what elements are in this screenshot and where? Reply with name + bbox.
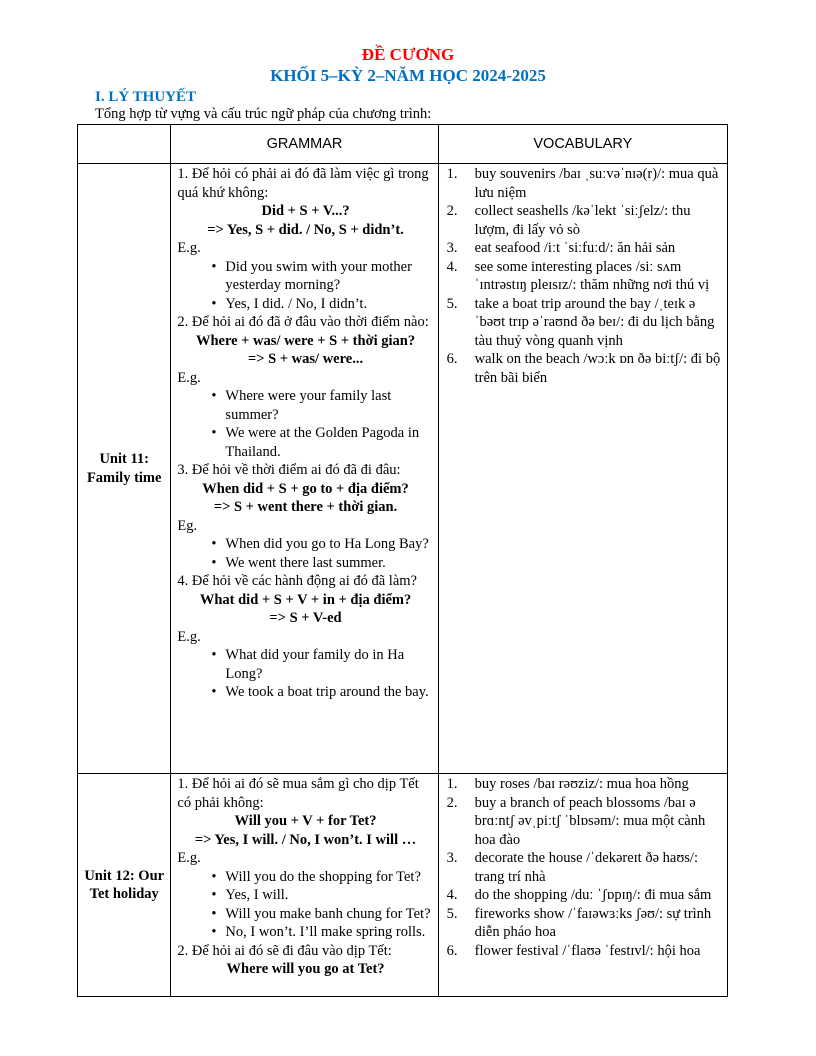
- document-title: ĐỀ CƯƠNG: [361, 45, 455, 64]
- vocabulary-text: do the shopping /duː ˈʃɒpɪŋ/: đi mua sắm: [474, 887, 712, 903]
- example-item: [211, 295, 433, 314]
- item-number: 3.: [446, 850, 458, 866]
- bullet-icon: •: [211, 536, 217, 552]
- grammar-text: E.g.: [177, 240, 201, 256]
- example-item: [211, 258, 433, 295]
- example-text: Did you swim with your mother yesterday morning?: [225, 258, 412, 293]
- example-item: [211, 683, 433, 702]
- grammar-formula: => S + was/ were...: [247, 351, 364, 367]
- example-text: No, I won’t. I’ll make spring rolls.: [225, 924, 426, 940]
- item-number: 4.: [446, 258, 458, 275]
- example-item: [211, 646, 433, 683]
- grammar-text: E.g.: [177, 369, 201, 386]
- vocabulary-item: [447, 886, 723, 905]
- example-item: [211, 868, 433, 887]
- vocabulary-text: eat seafood /iːt ˈsiːfuːd/: ăn hải sản: [474, 240, 676, 256]
- grammar-formula: => Yes, S + did. / No, S + didn’t.: [207, 221, 404, 238]
- intro-text: Tổng hợp từ vựng và cấu trúc ngữ pháp của chương trình:: [95, 106, 432, 122]
- example-text: We were at the Golden Pagoda in Thailand.: [225, 425, 420, 460]
- grammar-text: 3. Để hỏi về thời điểm ai đó đã đi đâu:: [177, 462, 401, 478]
- grammar-formula: => S + V-ed: [269, 610, 342, 626]
- example-item: [211, 424, 433, 461]
- item-number: 5.: [446, 295, 458, 312]
- grammar-text: 2. Để hỏi ai đó đã ở đâu vào thời điểm nào:: [177, 314, 429, 330]
- example-item: [211, 923, 433, 942]
- bullet-icon: •: [211, 905, 217, 922]
- bullet-icon: •: [211, 684, 217, 700]
- item-number: 6.: [446, 942, 458, 959]
- bullet-icon: •: [211, 887, 217, 903]
- item-number: 5.: [446, 905, 458, 922]
- item-number: 2.: [446, 203, 458, 219]
- bullet-icon: •: [211, 868, 217, 885]
- header-empty-cell: [78, 125, 171, 164]
- grammar-formula: => Yes, I will. / No, I won’t. I will …: [194, 831, 417, 848]
- grammar-formula: Where + was/ were + S + thời gian?: [195, 332, 416, 349]
- example-list: [177, 646, 433, 702]
- item-number: 1.: [446, 776, 458, 792]
- example-item: [211, 554, 433, 573]
- vocabulary-text: see some interesting places /siː sʌm ˈɪntrəstɪŋ pleɪsɪz/: thăm những nơi thú vị: [474, 258, 710, 293]
- example-text: We took a boat trip around the bay.: [225, 684, 429, 700]
- grammar-formula: Did + S + V...?: [261, 203, 350, 219]
- grammar-cell: [171, 164, 438, 774]
- example-text: What did your family do in Ha Long?: [225, 647, 405, 682]
- bullet-icon: •: [211, 924, 217, 940]
- vocabulary-item: [447, 202, 723, 239]
- vocabulary-cell: [438, 164, 727, 774]
- vocabulary-text: fireworks show /ˈfaɪəwɜːks ʃəʊ/: sự trình diễn pháo hoa: [474, 905, 712, 940]
- example-text: Will you make banh chung for Tet?: [225, 905, 431, 922]
- item-number: 3.: [446, 240, 458, 256]
- example-item: [211, 886, 433, 905]
- grammar-text: E.g.: [177, 850, 201, 866]
- example-list: [177, 535, 433, 572]
- vocabulary-item: [447, 165, 723, 202]
- vocabulary-cell: [438, 774, 727, 997]
- vocabulary-text: collect seashells /kəˈlekt ˈsiːʃelz/: thu lượm, đi lấy vỏ sò: [474, 203, 691, 238]
- vocabulary-item: [447, 350, 723, 387]
- vocabulary-item: [447, 239, 723, 258]
- vocabulary-item: [447, 794, 723, 850]
- unit-name: Unit 12: Our Tet holiday: [78, 774, 171, 997]
- header-vocabulary: VOCABULARY: [438, 125, 727, 164]
- vocabulary-item: [447, 775, 723, 794]
- item-number: 6.: [446, 351, 458, 367]
- example-text: We went there last summer.: [225, 554, 386, 571]
- example-item: [211, 387, 433, 424]
- bullet-icon: •: [211, 388, 217, 404]
- vocabulary-item: [447, 905, 723, 942]
- vocabulary-text: flower festival /ˈflaʊə ˈfestɪvl/: hội hoa: [474, 942, 701, 959]
- vocabulary-item: [447, 295, 723, 351]
- example-item: [211, 905, 433, 924]
- item-number: 1.: [446, 166, 458, 182]
- vocabulary-text: buy a branch of peach blossoms /baɪ ə brɑːntʃ əvˌpiːtʃ ˈblɒsəm/: mua một cành hoa đào: [474, 794, 706, 848]
- vocabulary-item: [447, 849, 723, 886]
- bullet-icon: •: [211, 425, 217, 441]
- vocabulary-text: buy roses /baɪ rəʊziz/: mua hoa hồng: [474, 776, 689, 792]
- grammar-text: 2. Để hỏi ai đó sẽ đi đâu vào dịp Tết:: [177, 942, 392, 959]
- vocabulary-text: decorate the house /ˈdekəreɪt ðə haʊs/: trang trí nhà: [474, 850, 698, 885]
- grammar-formula: When did + S + go to + địa điểm?: [202, 480, 409, 497]
- item-number: 2.: [446, 794, 458, 811]
- bullet-icon: •: [211, 295, 217, 312]
- table-row: [78, 164, 728, 774]
- example-text: Yes, I will.: [225, 887, 289, 903]
- grammar-text: 1. Để hỏi có phải ai đó đã làm việc gì trong quá khứ không:: [177, 166, 429, 201]
- example-text: Will you do the shopping for Tet?: [225, 868, 421, 885]
- header-grammar: GRAMMAR: [171, 125, 438, 164]
- grammar-text: 1. Để hỏi ai đó sẽ mua sắm gì cho dịp Tết có phải không:: [177, 776, 419, 811]
- grammar-text: Eg.: [177, 517, 198, 534]
- example-list: [177, 387, 433, 461]
- grammar-cell: [171, 774, 438, 997]
- grammar-text: E.g.: [177, 628, 201, 645]
- vocabulary-list: [447, 775, 723, 960]
- document-subtitle: KHỐI 5–KỲ 2–NĂM HỌC 2024-2025: [270, 66, 546, 85]
- vocabulary-text: walk on the beach /wɔːk ɒn ðə biːtʃ/: đi bộ trên bãi biển: [474, 351, 721, 386]
- example-text: When did you go to Ha Long Bay?: [225, 536, 429, 552]
- example-list: [177, 258, 433, 314]
- bullet-icon: •: [211, 647, 217, 663]
- grammar-formula: What did + S + V + in + địa điểm?: [199, 591, 412, 608]
- grammar-text: 4. Để hỏi về các hành động ai đó đã làm?: [177, 573, 417, 589]
- unit-name: Unit 11: Family time: [78, 164, 171, 774]
- example-list: [177, 868, 433, 942]
- grammar-formula: Will you + V + for Tet?: [234, 813, 377, 829]
- grammar-formula: Where will you go at Tet?: [226, 961, 385, 977]
- example-text: Yes, I did. / No, I didn’t.: [225, 295, 368, 312]
- item-number: 4.: [446, 887, 458, 903]
- bullet-icon: •: [211, 258, 217, 275]
- vocabulary-text: take a boat trip around the bay /ˌteɪk ə ˈbəʊt trɪp əˈraʊnd ðə beɪ/: đi du lịch bằng tàu thuỷ vòng quanh vịnh: [474, 295, 715, 349]
- example-item: [211, 535, 433, 554]
- example-text: Where were your family last summer?: [225, 388, 392, 423]
- bullet-icon: •: [211, 554, 217, 571]
- vocabulary-list: [447, 165, 723, 387]
- grammar-formula: => S + went there + thời gian.: [213, 499, 398, 515]
- table-header-row: [78, 125, 728, 164]
- syllabus-table: [77, 124, 728, 997]
- vocabulary-item: [447, 942, 723, 961]
- vocabulary-item: [447, 258, 723, 295]
- section-heading: I. LÝ THUYẾT: [95, 89, 197, 105]
- vocabulary-text: buy souvenirs /baɪ ˌsuːvəˈnɪə(r)/: mua quà lưu niệm: [474, 166, 719, 201]
- table-row: [78, 774, 728, 997]
